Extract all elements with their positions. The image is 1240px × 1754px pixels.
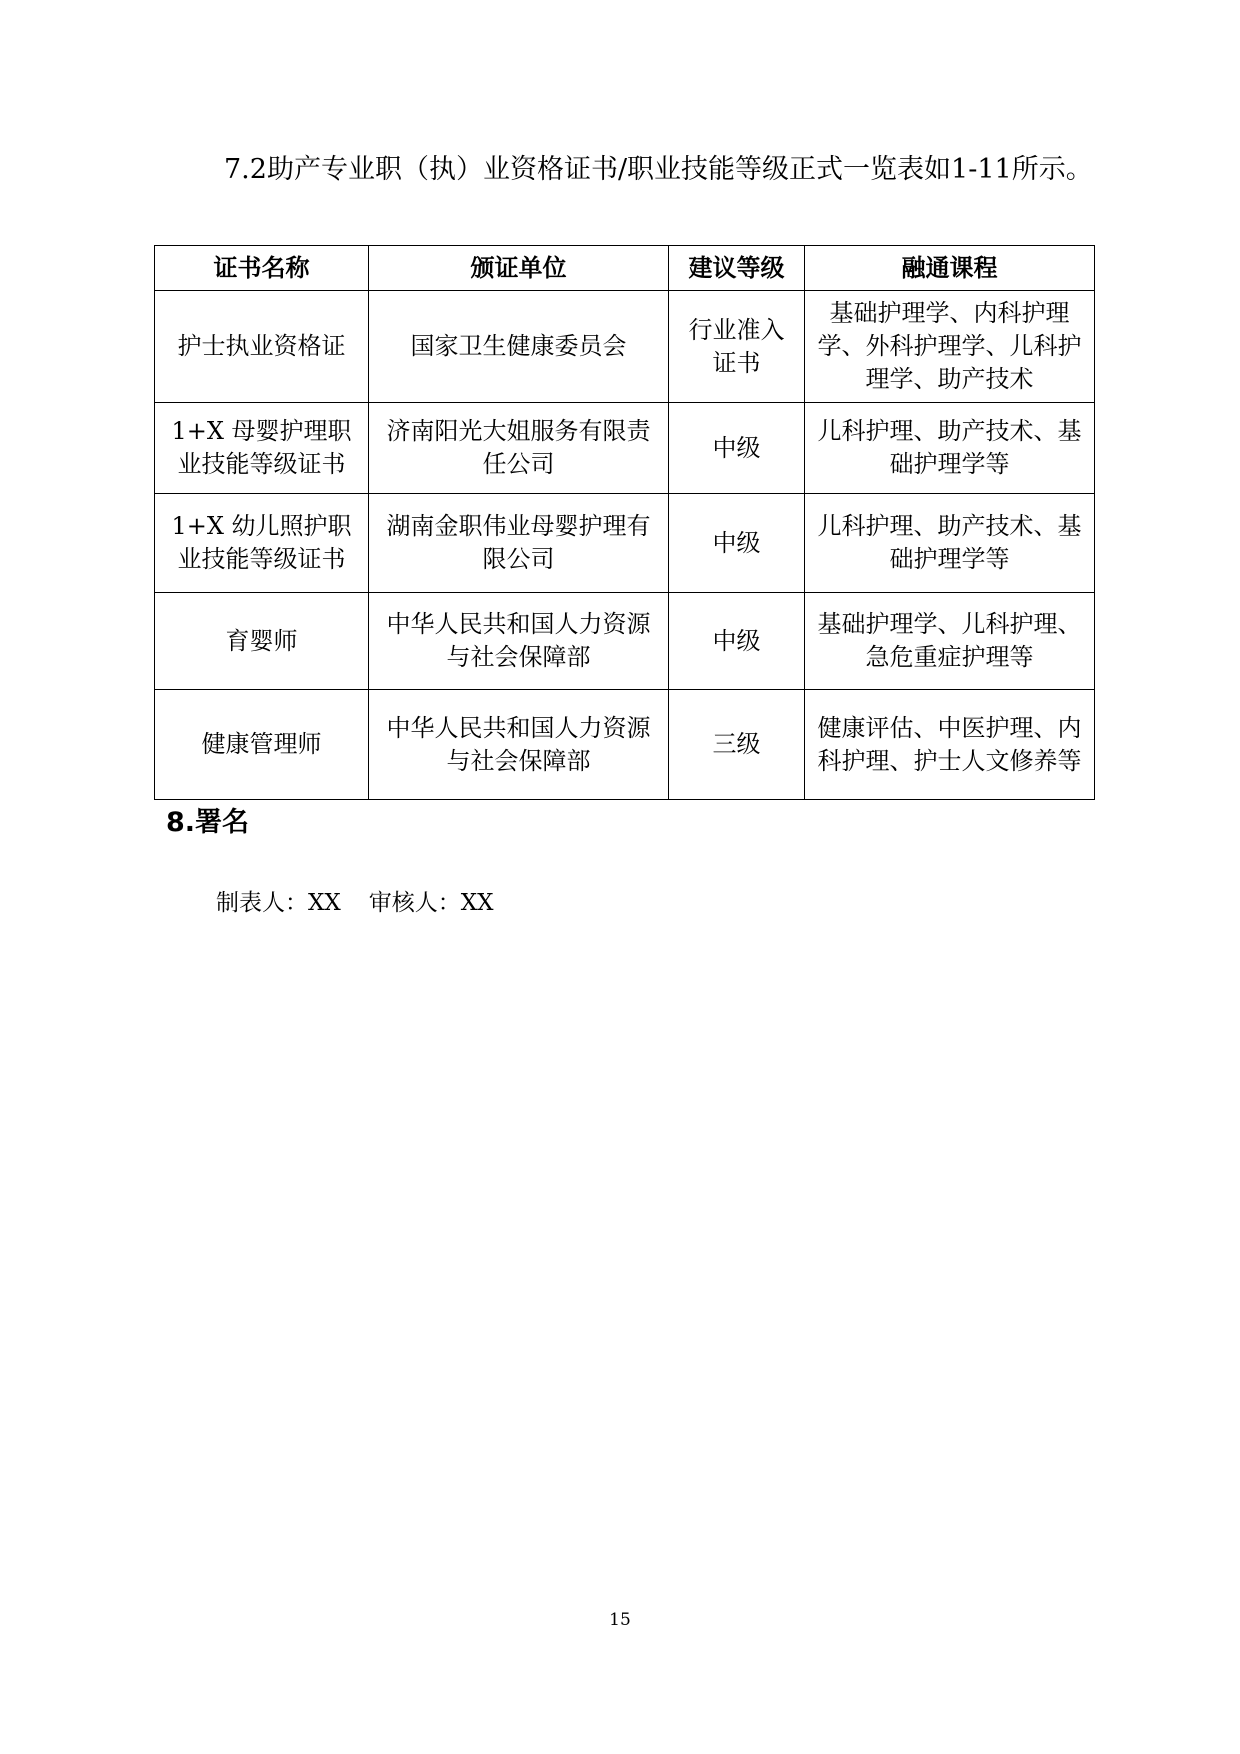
cell-courses: 基础护理学、儿科护理、急危重症护理等 [805, 593, 1095, 690]
signature-line [216, 884, 494, 917]
cell-issuer: 中华人民共和国人力资源与社会保障部 [369, 593, 669, 690]
reviewer-label: 审核人：XX [368, 890, 494, 916]
cell-issuer: 国家卫生健康委员会 [369, 291, 669, 403]
preparer-label: 制表人：XX [216, 890, 341, 916]
certificate-table [154, 245, 1095, 800]
cell-issuer: 湖南金职伟业母婴护理有限公司 [369, 494, 669, 593]
cell-courses: 儿科护理、助产技术、基础护理学等 [805, 403, 1095, 494]
header-cert-name: 证书名称 [155, 246, 369, 291]
cell-cert-name: 1+X 幼儿照护职业技能等级证书 [155, 494, 369, 593]
cell-cert-name: 1+X 母婴护理职业技能等级证书 [155, 403, 369, 494]
header-courses: 融通课程 [805, 246, 1095, 291]
cell-level: 中级 [669, 593, 805, 690]
table-row [155, 593, 1095, 690]
section-heading: 8.署名 [166, 807, 250, 838]
table-row [155, 403, 1095, 494]
page-number: 15 [609, 1610, 631, 1630]
header-level: 建议等级 [669, 246, 805, 291]
cell-cert-name: 健康管理师 [155, 690, 369, 800]
table-header-row [155, 246, 1095, 291]
cell-courses: 儿科护理、助产技术、基础护理学等 [805, 494, 1095, 593]
cell-level: 行业准入证书 [669, 291, 805, 403]
cell-issuer: 中华人民共和国人力资源与社会保障部 [369, 690, 669, 800]
cell-cert-name: 育婴师 [155, 593, 369, 690]
header-issuer: 颁证单位 [369, 246, 669, 291]
cell-courses: 基础护理学、内科护理学、外科护理学、儿科护理学、助产技术 [805, 291, 1095, 403]
cell-cert-name: 护士执业资格证 [155, 291, 369, 403]
cell-courses: 健康评估、中医护理、内科护理、护士人文修养等 [805, 690, 1095, 800]
cell-level: 中级 [669, 494, 805, 593]
table-row [155, 690, 1095, 800]
intro-paragraph: 7.2助产专业职（执）业资格证书/职业技能等级正式一览表如1-11所示。 [224, 154, 1093, 185]
cell-level: 中级 [669, 403, 805, 494]
cell-issuer: 济南阳光大姐服务有限责任公司 [369, 403, 669, 494]
cell-level: 三级 [669, 690, 805, 800]
table-row [155, 494, 1095, 593]
table-row [155, 291, 1095, 403]
